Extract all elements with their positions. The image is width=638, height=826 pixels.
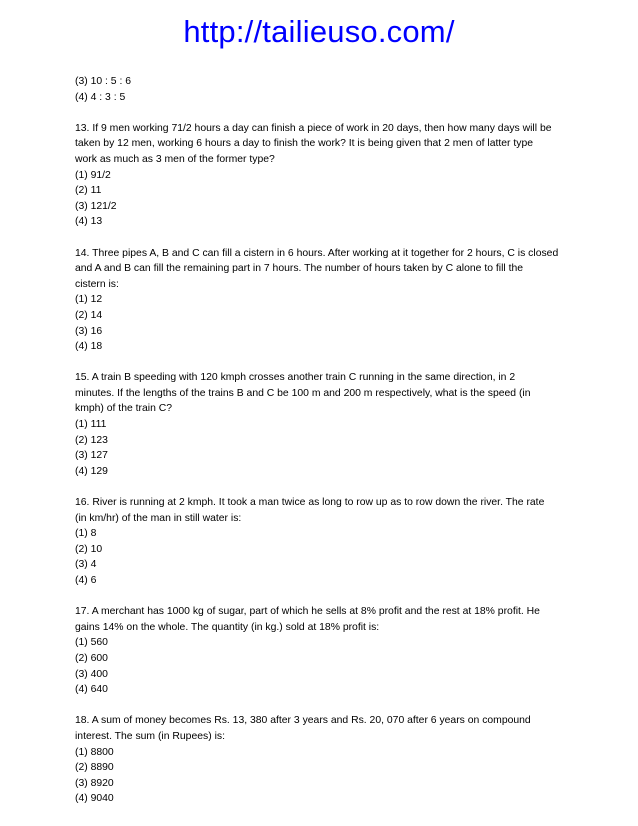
question-14 bbox=[75, 246, 565, 355]
question-text-line: work as much as 3 men of the former type? bbox=[75, 153, 275, 165]
option-line: (4) 640 bbox=[75, 684, 108, 696]
question-text-line: (in km/hr) of the man in still water is: bbox=[75, 512, 242, 524]
question-18 bbox=[75, 713, 565, 807]
option-line: (3) 400 bbox=[75, 668, 108, 680]
option-line: (4) 9040 bbox=[75, 793, 114, 805]
question-text-line: 15. A train B speeding with 120 kmph crosses another train C running in the same direction, in 2 bbox=[75, 372, 516, 384]
option-line: (1) 12 bbox=[75, 294, 103, 306]
option-line: (1) 111 bbox=[75, 419, 107, 431]
question-text-line: 14. Three pipes A, B and C can fill a cistern in 6 hours. After working at it together for 2 hours, C is closed bbox=[75, 247, 559, 259]
question-text-line: cistern is: bbox=[75, 278, 119, 290]
paragraph-gap bbox=[75, 355, 565, 371]
option-line: (1) 560 bbox=[75, 637, 108, 649]
option-line: (2) 8890 bbox=[75, 762, 114, 774]
question-text-line: minutes. If the lengths of the trains B and C be 100 m and 200 m respectively, what is the speed (in bbox=[75, 387, 531, 399]
paragraph-gap bbox=[75, 698, 565, 714]
question-text-line: interest. The sum (in Rupees) is: bbox=[75, 730, 225, 742]
option-line: (4) 18 bbox=[75, 341, 103, 353]
option-line: (3) 10 : 5 : 6 bbox=[75, 76, 132, 87]
question-17 bbox=[75, 604, 565, 698]
option-line: (1) 8800 bbox=[75, 746, 114, 758]
paragraph-gap bbox=[75, 105, 565, 121]
option-line: (4) 13 bbox=[75, 216, 103, 228]
header-url-link[interactable]: http://tailieuso.com/ bbox=[183, 14, 455, 49]
previous-question-fragment bbox=[75, 74, 565, 105]
option-line: (3) 8920 bbox=[75, 777, 114, 789]
paragraph-gap bbox=[75, 230, 565, 246]
option-line: (3) 121/2 bbox=[75, 200, 117, 212]
option-line: (2) 11 bbox=[75, 185, 102, 197]
question-text-line: gains 14% on the whole. The quantity (in kg.) sold at 18% profit is: bbox=[75, 621, 380, 633]
question-15 bbox=[75, 370, 565, 479]
question-text-line: 13. If 9 men working 71/2 hours a day can finish a piece of work in 20 days, then how many days will be bbox=[75, 122, 552, 134]
option-line: (4) 6 bbox=[75, 575, 97, 586]
option-line: (4) 4 : 3 : 5 bbox=[75, 91, 126, 103]
question-16 bbox=[75, 495, 565, 589]
question-text-line: 18. A sum of money becomes Rs. 13, 380 after 3 years and Rs. 20, 070 after 6 years on compound bbox=[75, 715, 531, 727]
paragraph-gap bbox=[75, 479, 565, 495]
question-text-line: 16. River is running at 2 kmph. It took a man twice as long to row up as to row down the river. The rate bbox=[75, 497, 545, 509]
option-line: (4) 129 bbox=[75, 465, 108, 477]
option-line: (2) 600 bbox=[75, 652, 108, 664]
option-line: (3) 4 bbox=[75, 559, 97, 571]
option-line: (3) 127 bbox=[75, 450, 108, 462]
option-line: (3) 16 bbox=[75, 325, 103, 337]
question-text-line: taken by 12 men, working 6 hours a day to finish the work? It is being given that 2 men of latter type bbox=[75, 138, 534, 150]
question-text-line: 17. A merchant has 1000 kg of sugar, part of which he sells at 8% profit and the rest at 18% profit. He bbox=[75, 606, 540, 618]
option-line: (2) 10 bbox=[75, 543, 103, 555]
option-line: (2) 123 bbox=[75, 434, 108, 446]
option-line: (1) 91/2 bbox=[75, 169, 111, 181]
question-text-line: and A and B can fill the remaining part in 7 hours. The number of hours taken by C alone to fill the bbox=[75, 263, 524, 275]
document-body bbox=[75, 74, 565, 807]
question-13 bbox=[75, 121, 565, 230]
question-text-line: kmph) of the train C? bbox=[75, 403, 173, 415]
paragraph-gap bbox=[75, 589, 565, 605]
option-line: (2) 14 bbox=[75, 309, 103, 321]
option-line: (1) 8 bbox=[75, 528, 97, 540]
